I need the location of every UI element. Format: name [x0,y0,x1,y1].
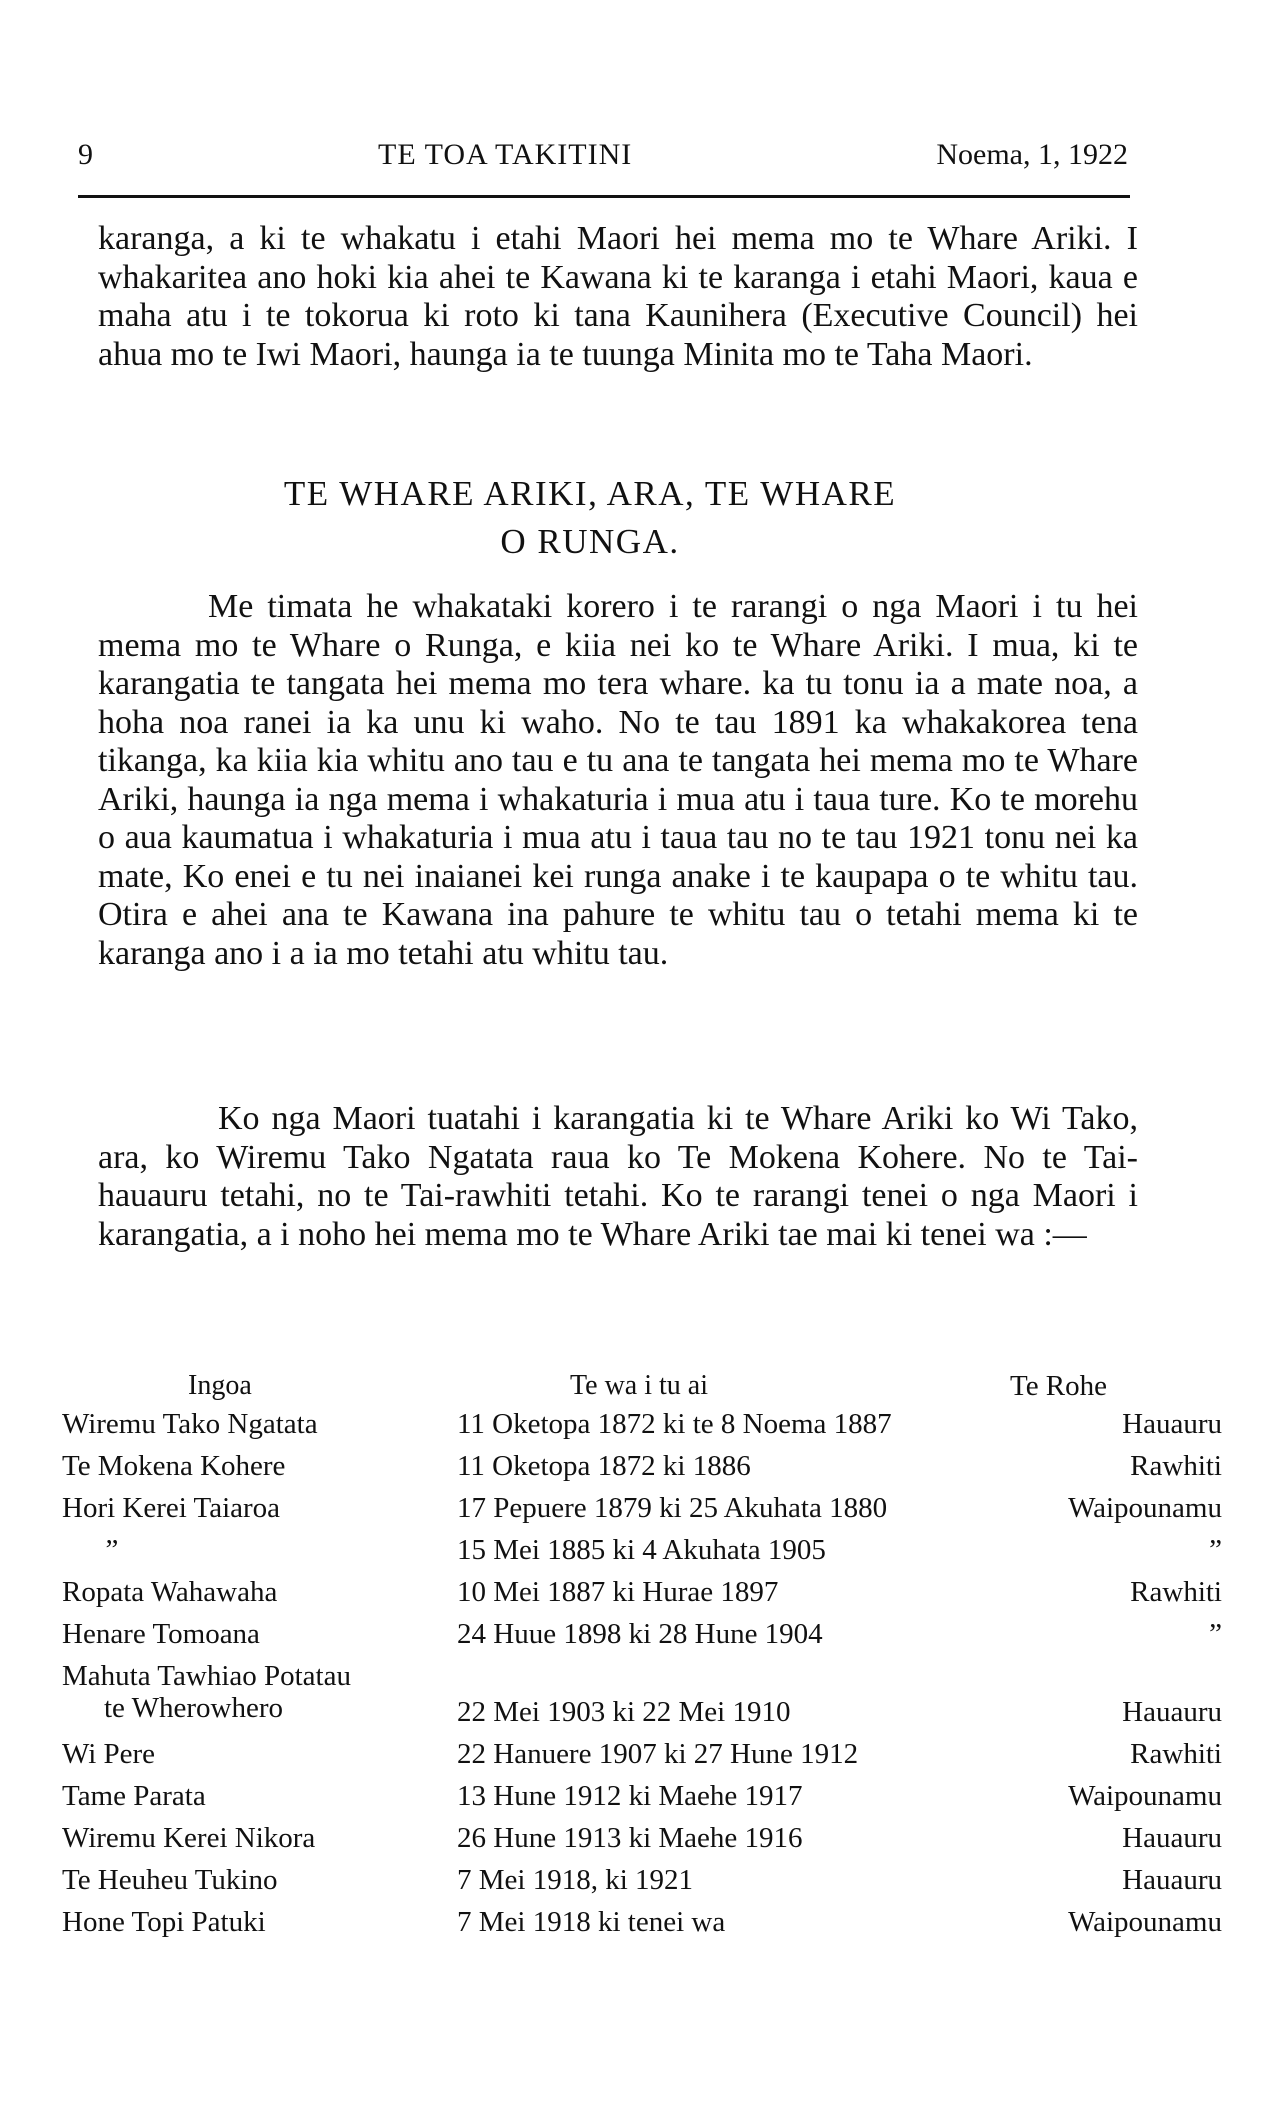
member-rohe: ” [1209,1534,1222,1566]
member-term: 13 Hune 1912 ki Maehe 1917 [457,1780,803,1812]
running-header [78,138,1128,178]
paragraph-3: Ko nga Maori tuatahi i karangatia ki te Whare Ariki ko Wi Tako, ara, ko Wiremu Tako Ngatata raua ko Te Mokena Kohere. No te Tai-hauauru tetahi, no te Tai-rawhiti tetahi. Ko te rarangi tenei o nga Maori i karangatia, a i noho hei mema mo te Whare Ariki tae mai ki tenei wa :— [98,1100,1138,1253]
member-name-line-2: te Wherowhero [104,1692,284,1724]
member-name: Tame Parata [62,1780,206,1812]
member-name [62,1660,351,1724]
table-row [62,1534,1222,1576]
members-table [62,1408,1222,1948]
member-term: 10 Mei 1887 ki Hurae 1897 [457,1576,779,1608]
member-rohe: Hauauru [1122,1822,1222,1854]
table-row [62,1618,1222,1660]
member-term: 7 Mei 1918, ki 1921 [457,1864,694,1896]
member-rohe: Waipounamu [1068,1906,1222,1938]
table-row [62,1576,1222,1618]
paragraph-1: karanga, a ki te whakatu i etahi Maori hei mema mo te Whare Ariki. I whakaritea ano hoki kia ahei te Kawana ki te karanga i etahi Maori, kaua e maha atu i te tokorua ki roto ki tana Kaunihera (Executive Council) hei ahua mo te Iwi Maori, haunga ia te tuunga Minita mo te Taha Maori. [98,220,1138,373]
table-row [62,1738,1222,1780]
column-header-name: Ingoa [188,1370,252,1401]
member-rohe: Waipounamu [1068,1492,1222,1524]
member-rohe: Rawhiti [1130,1738,1222,1770]
page-number: 9 [78,138,93,171]
issue-date: Noema, 1, 1922 [936,138,1128,171]
member-term: 22 Hanuere 1907 ki 27 Hune 1912 [457,1738,859,1770]
table-row [62,1780,1222,1822]
column-header-term: Te wa i tu ai [570,1370,708,1401]
member-name-ditto: ” [62,1534,119,1566]
member-name: Te Mokena Kohere [62,1450,286,1482]
member-rohe: Waipounamu [1068,1780,1222,1812]
member-rohe: Rawhiti [1130,1576,1222,1608]
table-row [62,1660,1222,1738]
member-name: Hone Topi Patuki [62,1906,266,1938]
heading-line-2: O RUNGA. [500,522,680,561]
paragraph-2: Me timata he whakataki korero i te rarangi o nga Maori i tu hei mema mo te Whare o Runga, e kiia nei ko te Whare Ariki. I mua, ki te karangatia te tangata hei mema mo tera whare. ka tu tonu ia a mate noa, a hoha noa ranei ia ka unu ki waho. No te tau 1891 ka whakakorea tena tikanga, ka kiia kia whitu ano tau e tu ana te tangata hei mema mo te Whare Ariki, haunga ia nga mema i whakaturia i mua atu i taua ture. Ko te morehu o aua kaumatua i whakaturia i mua atu i taua tau no te tau 1921 tonu nei ka mate, Ko enei e tu nei inaianei kei runga anake i te kaupapa o te whitu tau. Otira e ahei ana te Kawana ina pahure te whitu tau o tetahi mema ki te karanga ano i a ia mo tetahi atu whitu tau. [98,588,1138,972]
heading-line-1: TE WHARE ARIKI, ARA, TE WHARE [283,474,897,513]
member-rohe: Hauauru [1122,1408,1222,1440]
table-row [62,1864,1222,1906]
table-row [62,1450,1222,1492]
member-name: Henare Tomoana [62,1618,260,1650]
member-name: Hori Kerei Taiaroa [62,1492,281,1524]
section-heading [140,470,1040,566]
member-name: Ropata Wahawaha [62,1576,278,1608]
member-name: Wiremu Tako Ngatata [62,1408,318,1440]
table-row [62,1408,1222,1450]
member-name: Wi Pere [62,1738,156,1770]
table-row [62,1906,1222,1948]
member-term: 24 Huue 1898 ki 28 Hune 1904 [457,1618,823,1650]
column-header-rohe: Te Rohe [1010,1370,1108,1402]
member-name-line-1: Mahuta Tawhiao Potatau [62,1660,351,1692]
member-rohe: Hauauru [1122,1864,1222,1896]
member-term: 7 Mei 1918 ki tenei wa [457,1906,726,1938]
member-term: 11 Oketopa 1872 ki te 8 Noema 1887 [457,1408,892,1440]
member-term: 15 Mei 1885 ki 4 Akuhata 1905 [457,1534,826,1566]
header-rule [78,195,1130,198]
member-name: Te Heuheu Tukino [62,1864,278,1896]
member-term: 11 Oketopa 1872 ki 1886 [457,1450,751,1482]
member-rohe: Rawhiti [1130,1450,1222,1482]
table-row [62,1822,1222,1864]
member-term: 22 Mei 1903 ki 22 Mei 1910 [457,1696,791,1728]
member-rohe: Hauauru [1122,1696,1222,1728]
member-rohe: ” [1209,1618,1222,1650]
table-row [62,1492,1222,1534]
member-name: Wiremu Kerei Nikora [62,1822,316,1854]
member-term: 17 Pepuere 1879 ki 25 Akuhata 1880 [457,1492,888,1524]
member-term: 26 Hune 1913 ki Maehe 1916 [457,1822,803,1854]
publication-title: TE TOA TAKITINI [378,138,633,171]
